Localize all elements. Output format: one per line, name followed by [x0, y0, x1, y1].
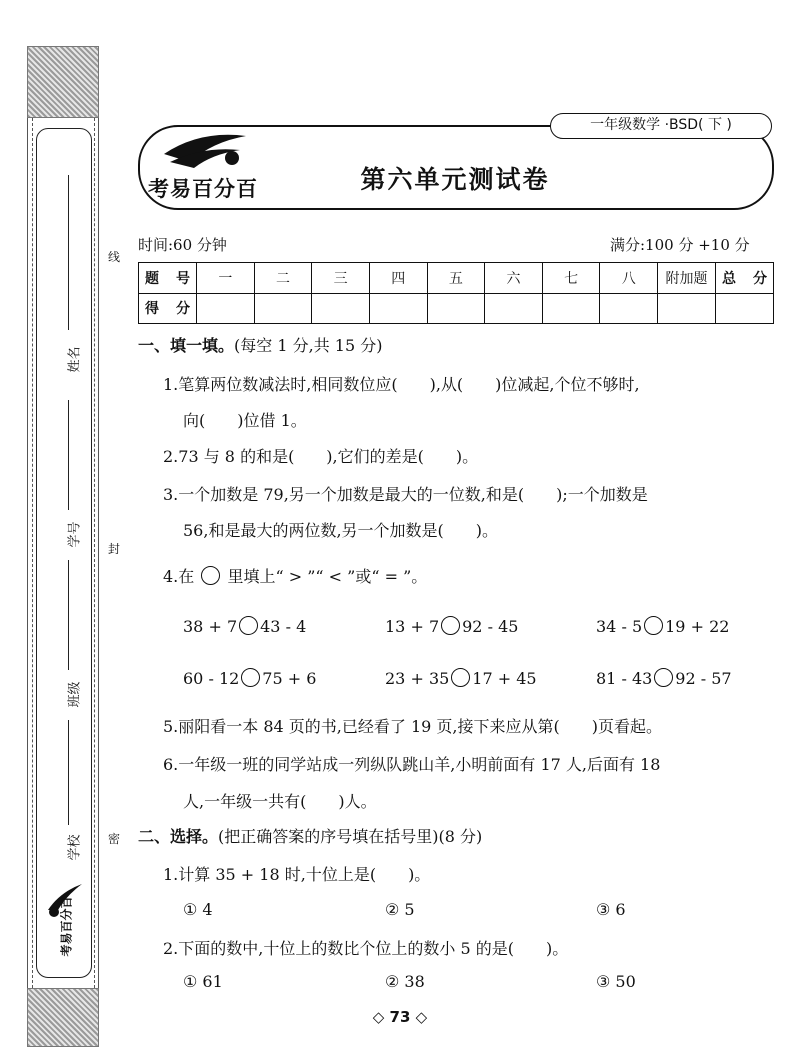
q4-prefix: 4.在: [163, 567, 195, 586]
score-cell[interactable]: [197, 293, 255, 324]
score-col-8: 八: [600, 263, 658, 294]
page-number: ◇ 73 ◇: [372, 1008, 428, 1026]
score-header-label: 题 号: [139, 263, 197, 294]
cut-line-label: 线: [108, 250, 121, 264]
score-cell[interactable]: [485, 293, 543, 324]
score-col-5: 五: [427, 263, 485, 294]
score-row-label: 得 分: [139, 293, 197, 324]
score-cell[interactable]: [716, 293, 774, 324]
section2-heading: [138, 824, 482, 847]
comparison-right: 19 + 22: [665, 617, 730, 636]
comparison-circle[interactable]: [239, 616, 258, 635]
comparison-item: [596, 668, 732, 688]
class-line[interactable]: [68, 560, 69, 670]
option-item[interactable]: ① 61: [183, 972, 223, 991]
section2-note: (把正确答案的序号填在括号里)(8 分): [218, 827, 483, 846]
name-line[interactable]: [68, 175, 69, 330]
binding-dash-left: [32, 118, 33, 988]
comparison-right: 17 + 45: [472, 669, 537, 688]
q1-line-b: 向( )位借 1。: [183, 411, 307, 430]
q5-line: 5.丽阳看一本 84 页的书,已经看了 19 页,接下来应从第( )页看起。: [163, 717, 662, 736]
score-cell[interactable]: [600, 293, 658, 324]
id-label: 学号: [67, 521, 83, 548]
option-item[interactable]: ③ 50: [596, 972, 636, 991]
comparison-circle[interactable]: [241, 668, 260, 687]
comparison-left: 34 - 5: [596, 617, 643, 636]
comparison-right: 92 - 45: [462, 617, 519, 636]
score-cell[interactable]: [369, 293, 427, 324]
score-table-score-row: [139, 293, 774, 324]
score-cell[interactable]: [254, 293, 312, 324]
comparison-left: 60 - 12: [183, 669, 240, 688]
score-col-1: 一: [197, 263, 255, 294]
comparison-circle[interactable]: [644, 616, 663, 635]
option-item[interactable]: ① 4: [183, 900, 213, 919]
q2-line: 2.73 与 8 的和是( ),它们的差是( )。: [163, 447, 479, 466]
comparison-right: 92 - 57: [675, 669, 732, 688]
score-col-total: 总 分: [716, 263, 774, 294]
section1-title: 一、填一填。: [138, 336, 235, 355]
sidebar-logo: [42, 880, 86, 970]
score-cell[interactable]: [427, 293, 485, 324]
sidebar-brand: 考易百分百: [59, 896, 74, 957]
score-col-bonus: 附加题: [658, 263, 716, 294]
s2-q1-line: 1.计算 35 + 18 时,十位上是( )。: [163, 865, 431, 884]
score-table: [138, 262, 774, 324]
comparison-circle[interactable]: [451, 668, 470, 687]
id-line[interactable]: [68, 400, 69, 510]
option-item[interactable]: ③ 6: [596, 900, 626, 919]
s2-q2-line: 2.下面的数中,十位上的数比个位上的数小 5 的是( )。: [163, 939, 569, 958]
score-col-4: 四: [369, 263, 427, 294]
score-cell[interactable]: [542, 293, 600, 324]
section1-note: (每空 1 分,共 15 分): [234, 336, 383, 355]
comparison-left: 13 + 7: [385, 617, 440, 636]
section1-heading: [138, 333, 382, 356]
comparison-circle[interactable]: [441, 616, 460, 635]
score-col-3: 三: [312, 263, 370, 294]
q1-line-a: 1.笔算两位数减法时,相同数位应( ),从( )位减起,个位不够时,: [163, 375, 640, 394]
class-label: 班级: [67, 681, 83, 708]
name-label: 姓名: [67, 346, 83, 373]
grade-badge: 一年级数学 ·BSD( 下 ): [550, 113, 772, 139]
comparison-circle[interactable]: [654, 668, 673, 687]
q4-line: [163, 564, 427, 587]
header-brand: 考易百分百: [148, 177, 258, 201]
option-item[interactable]: ② 38: [385, 972, 425, 991]
seal-line-label: 封: [108, 542, 121, 556]
exam-time: 时间:60 分钟: [138, 236, 227, 254]
score-table-header-row: [139, 263, 774, 294]
option-item[interactable]: ② 5: [385, 900, 415, 919]
binding-dash-right: [94, 118, 95, 988]
q6-line-a: 6.一年级一班的同学站成一列纵队跳山羊,小明前面有 17 人,后面有 18: [163, 755, 661, 774]
full-score: 满分:100 分 +10 分: [610, 236, 750, 254]
comparison-right: 75 + 6: [262, 669, 317, 688]
q3-line-b: 56,和是最大的两位数,另一个加数是( )。: [183, 521, 499, 540]
school-label: 学校: [67, 834, 83, 861]
q4-suffix: 里填上“ > ”“ < ”或“ = ”。: [227, 567, 428, 586]
score-col-6: 六: [485, 263, 543, 294]
comparison-left: 81 - 43: [596, 669, 653, 688]
secret-line-label: 密: [108, 832, 121, 846]
circle-icon: [201, 566, 220, 585]
q3-line-a: 3.一个加数是 79,另一个加数是最大的一位数,和是( );一个加数是: [163, 485, 648, 504]
score-col-2: 二: [254, 263, 312, 294]
comparison-item: [183, 668, 316, 688]
score-cell[interactable]: [312, 293, 370, 324]
comet-logo-icon: [160, 128, 250, 176]
school-line[interactable]: [68, 720, 69, 825]
page-title: 第六单元测试卷: [360, 165, 550, 194]
comparison-left: 23 + 35: [385, 669, 450, 688]
comparison-item: [385, 668, 537, 688]
comparison-item: [385, 616, 518, 636]
q6-line-b: 人,一年级一共有( )人。: [183, 792, 377, 811]
section2-title: 二、选择。: [138, 827, 219, 846]
comparison-item: [596, 616, 729, 636]
comparison-left: 38 + 7: [183, 617, 238, 636]
comparison-right: 43 - 4: [260, 617, 307, 636]
score-col-7: 七: [542, 263, 600, 294]
binding-hatch-top: [27, 46, 99, 118]
comparison-item: [183, 616, 306, 636]
score-cell[interactable]: [658, 293, 716, 324]
